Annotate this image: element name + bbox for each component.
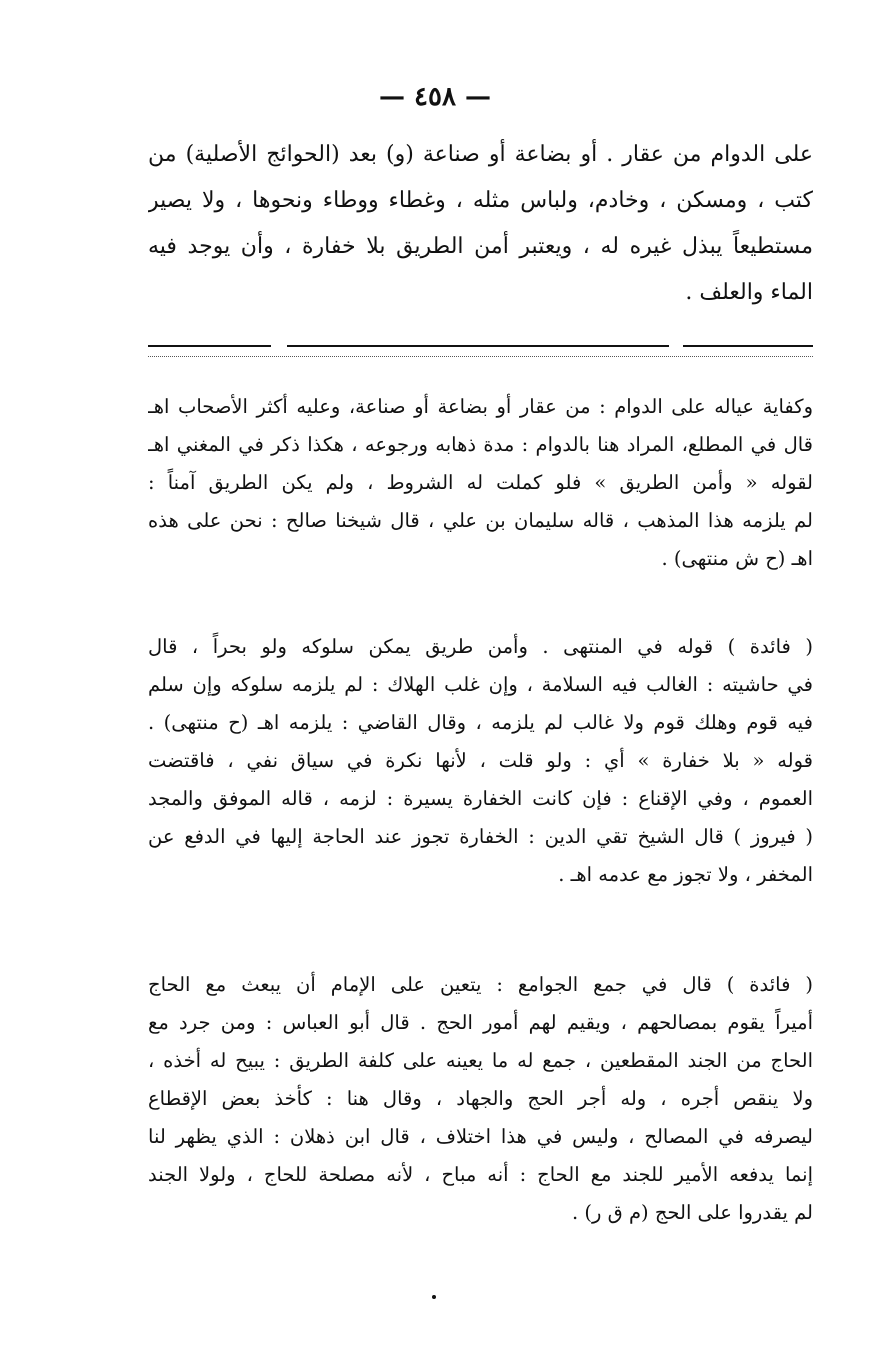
commentary-line: لم يقدروا على الحج (م ق ر) . [572,1201,813,1224]
commentary-para-2 [148,628,813,894]
commentary-line: لقوله « وأمن الطريق » فلو كملت له الشروط ، ولم يكن الطريق آمناً : [148,471,813,494]
commentary-line: قال في المطلع، المراد هنا بالدوام : مدة ذهابه ورجوعه ، هكذا ذكر في المغني اهـ [148,433,813,456]
commentary-line: إنما يدفعه الأمير للجند مع الحاج : أنه مباح ، لأنه مصلحة للحاج ، ولولا الجند [148,1163,813,1186]
commentary-line: ( فائدة ) قال في جمع الجوامع : يتعين على الإمام أن يبعث مع الحاج [148,973,813,996]
commentary-line: اهـ (ح ش منتهى) . [661,547,813,570]
commentary-line: العموم ، وفي الإقناع : فإن كانت الخفارة يسيرة : لزمه ، قاله الموفق والمجد [148,787,813,810]
separator-rule [287,345,669,347]
commentary-line: في حاشيته : الغالب فيه السلامة ، وإن غلب الهلاك : لم يلزمه سلوكه وإن سلم [148,673,813,696]
separator-rule [148,345,271,347]
commentary-para-3 [148,966,813,1232]
main-text-line: على الدوام من عقار . أو بضاعة أو صناعة (و) بعد (الحوائج الأصلية) من [148,142,813,167]
commentary-line: ( فيروز ) قال الشيخ تقي الدين : الخفارة تجوز عند الحاجة إليها في الدفع عن [148,825,813,848]
commentary-line: قوله « بلا خفارة » أي : ولو قلت ، لأنها نكرة في سياق نفي ، فاقتضت [148,749,813,772]
commentary-line: لم يلزمه هذا المذهب ، قاله سليمان بن علي ، قال شيخنا صالح : نحن على هذه [148,509,813,532]
commentary-line: الحاج من الجند المقطعين ، جمع له ما يعينه على كلفة الطريق : يبيح له أخذه ، [148,1049,813,1072]
main-text-line: كتب ، ومسكن ، وخادم، ولباس مثله ، وغطاء ووطاء ونحوها ، ولا يصير [148,188,813,213]
main-text [148,132,813,316]
footer-dot [432,1295,436,1299]
separator-rule [683,345,813,347]
separator-rule-dotted [148,356,813,357]
commentary-line: ليصرفه في المصالح ، وليس في هذا اختلاف ، قال ابن ذهلان : الذي يظهر لنا [148,1125,813,1148]
page-number: — ٤٥٨ — [378,82,492,112]
commentary-line: وكفاية عياله على الدوام : من عقار أو بضاعة أو صناعة، وعليه أكثر الأصحاب اهـ [148,395,813,418]
commentary-line: ولا ينقص أجره ، وله أجر الحج والجهاد ، وقال هنا : كأخذ بعض الإقطاع [148,1087,813,1110]
commentary-line: المخفر ، ولا تجوز مع عدمه اهـ . [558,863,813,886]
main-text-line: الماء والعلف . [685,280,813,305]
commentary-line: أميراً يقوم بمصالحهم ، ويقيم لهم أمور الحج . قال أبو العباس : ومن جرد مع [148,1011,813,1034]
commentary-line: ( فائدة ) قوله في المنتهى . وأمن طريق يمكن سلوكه ولو بحراً ، قال [148,635,813,658]
commentary-line: فيه قوم وهلك قوم ولا غالب لم يلزمه ، وقال القاضي : يلزمه اهـ (ح منتهى) . [148,711,813,734]
main-text-line: مستطيعاً يبذل غيره له ، ويعتبر أمن الطريق بلا خفارة ، وأن يوجد فيه [148,234,813,259]
commentary-para-1 [148,388,813,578]
